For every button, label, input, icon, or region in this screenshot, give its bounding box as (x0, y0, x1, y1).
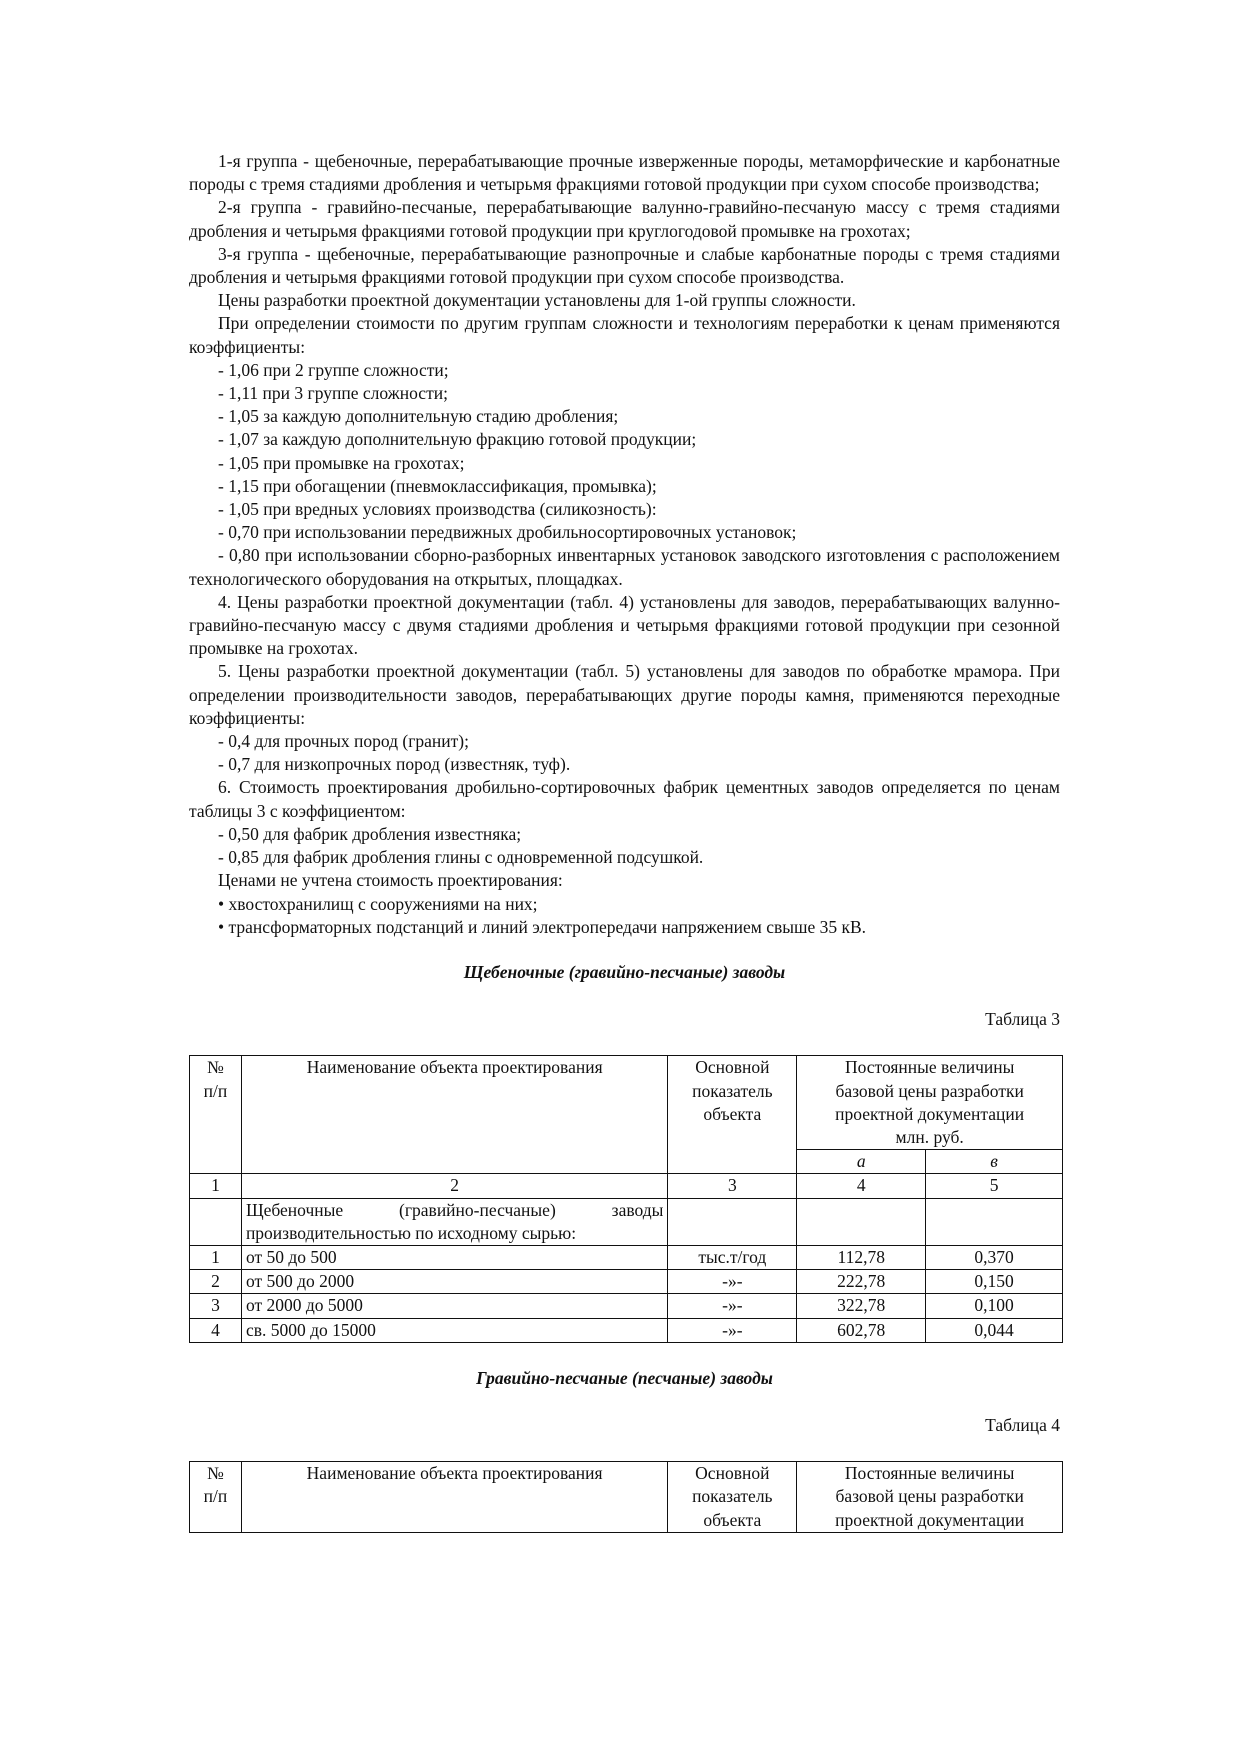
paragraph-5: 5. Цены разработки проектной документации (табл. 5) установлены для заводов по обработке мрамора. При определении производительности заводов, перерабатывающих другие породы камня, применяются переходные коэффициенты: (189, 661, 1060, 728)
factory-coefficient-item: - 0,85 для фабрик дробления глины с одновременной подсушкой. (218, 847, 704, 868)
table-row: 2 от 500 до 2000 -»- 222,78 0,150 (190, 1270, 1063, 1294)
column-number: 4 (797, 1174, 926, 1198)
table3-group-row (190, 1198, 1063, 1245)
header-name: Наименование объекта проектирования (241, 1462, 667, 1533)
header-a: а (797, 1150, 926, 1174)
paragraph-group-3: 3-я группа - щебеночные, перерабатывающие разнопрочные и слабые карбонатные породы с тремя стадиями дробления и четырьмя фракциями готовой продукции при сухом способе производства. (189, 243, 1060, 288)
coefficient-item: - 1,05 при вредных условиях производства (силикозность): (218, 499, 657, 520)
coefficient-item: - 1,07 за каждую дополнительную фракцию готовой продукции; (218, 429, 697, 450)
paragraph-prices-group: Цены разработки проектной документации установлены для 1-ой группы сложности. (218, 290, 856, 311)
table3-label: Таблица 3 (985, 1009, 1060, 1030)
column-number: 3 (668, 1174, 797, 1198)
table4-label: Таблица 4 (985, 1414, 1060, 1435)
column-number: 2 (241, 1174, 667, 1198)
table4 (189, 1461, 1063, 1533)
header-name: Наименование объекта проектирования (241, 1056, 667, 1174)
header-num: № п/п (190, 1462, 242, 1533)
table4-title: Гравийно-песчаные (песчаные) заводы (476, 1367, 773, 1388)
header-indicator: Основной показатель объекта (668, 1462, 797, 1533)
table4-header-row (190, 1462, 1063, 1533)
paragraph-group-1: 1-я группа - щебеночные, перерабатывающие прочные изверженные породы, метаморфические и карбонатные породы с тремя стадиями дробления и четырьмя фракциями готовой продукции при сухом способе производства; (189, 151, 1060, 195)
coefficient-item: - 0,70 при использовании передвижных дробильносортировочных установок; (218, 522, 797, 543)
table-row: 1 от 50 до 500 тыс.т/год 112,78 0,370 (190, 1245, 1063, 1269)
coefficient-item: - 1,06 при 2 группе сложности; (218, 359, 449, 380)
column-number: 1 (190, 1174, 242, 1198)
factory-coefficient-item: - 0,50 для фабрик дробления известняка; (218, 823, 522, 844)
transition-coefficient-item: - 0,4 для прочных пород (гранит); (218, 731, 469, 752)
not-included-item: • трансформаторных подстанций и линий электропередачи напряжением свыше 35 кВ. (218, 916, 867, 937)
not-included-item: • хвостохранилищ с сооружениями на них; (218, 893, 538, 914)
table-row: 3 от 2000 до 5000 -»- 322,78 0,100 (190, 1294, 1063, 1318)
document-page (189, 150, 1060, 1533)
group-label: Щебеночные (гравийно-песчаные) заводы производительностью по исходному сырью: (241, 1198, 667, 1245)
table3-header-row (190, 1056, 1063, 1150)
paragraph-group-2: 2-я группа - гравийно-песчаные, перерабатывающие валунно-гравийно-песчаную массу с тремя стадиями дробления и четырьмя фракциями готовой продукции при круглогодовой промывке на грохотах; (189, 197, 1060, 241)
header-b: в (926, 1150, 1063, 1174)
paragraph-coefficients-intro: При определении стоимости по другим группам сложности и технологиям переработки к ценам применяются коэффициенты: (189, 313, 1060, 357)
header-price: Постоянные величины базовой цены разработки проектной документации (797, 1462, 1063, 1533)
table3-title: Щебеночные (гравийно-песчаные) заводы (463, 961, 786, 982)
table3-column-numbers-row (190, 1174, 1063, 1198)
column-number: 5 (926, 1174, 1063, 1198)
coefficient-item: - 1,05 за каждую дополнительную стадию дробления; (218, 406, 619, 427)
paragraph-4: 4. Цены разработки проектной документации (табл. 4) установлены для заводов, перерабатывающих валунно-гравийно-песчаную массу с двумя стадиями дробления и четырьмя фракциями готовой продукции при сезонной промывке на грохотах. (189, 591, 1060, 659)
coefficient-item: - 1,15 при обогащении (пневмоклассификация, промывка); (218, 475, 657, 496)
table3 (189, 1055, 1063, 1342)
not-included-intro: Ценами не учтена стоимость проектирования: (218, 870, 563, 891)
transition-coefficient-item: - 0,7 для низкопрочных пород (известняк, туф). (218, 754, 571, 775)
coefficient-item: - 1,11 при 3 группе сложности; (218, 383, 448, 404)
paragraph-6: 6. Стоимость проектирования дробильно-сортировочных фабрик цементных заводов определяется по ценам таблицы 3 с коэффициентом: (189, 777, 1060, 821)
header-num: № п/п (190, 1056, 242, 1174)
coefficient-item: - 0,80 при использовании сборно-разборных инвентарных установок заводского изготовления с расположением технологического оборудования на открытых, площадках. (189, 545, 1060, 589)
table-row: 4 св. 5000 до 15000 -»- 602,78 0,044 (190, 1318, 1063, 1342)
header-indicator: Основной показатель объекта (668, 1056, 797, 1174)
header-price: Постоянные величины базовой цены разработки проектной документации млн. руб. (797, 1056, 1063, 1150)
coefficient-item: - 1,05 при промывке на грохотах; (218, 452, 465, 473)
